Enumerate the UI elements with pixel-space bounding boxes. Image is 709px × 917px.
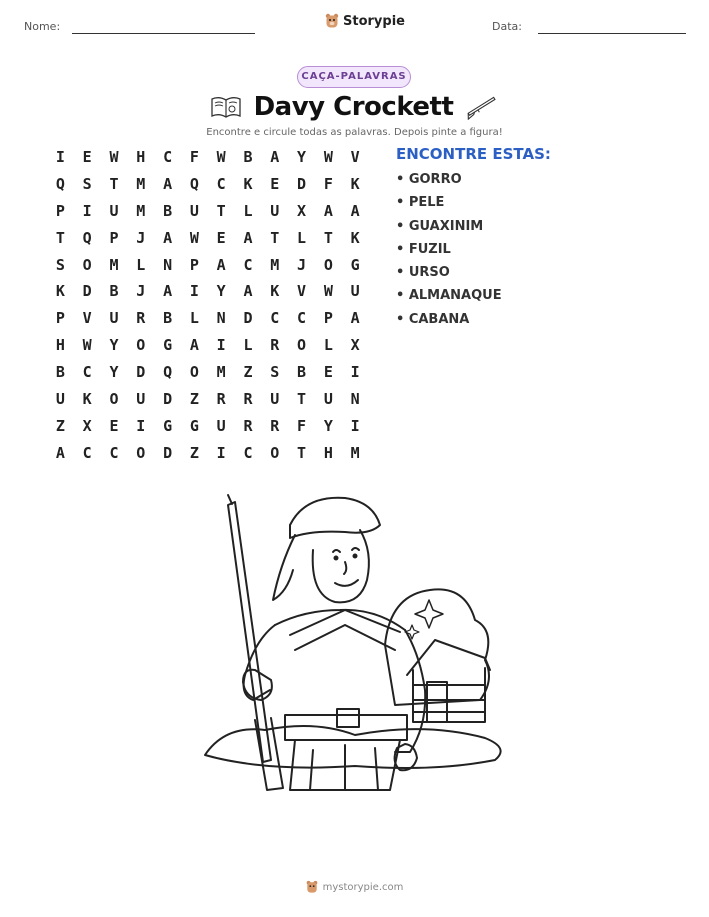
grid-letter: M bbox=[109, 255, 119, 274]
grid-letter: T bbox=[109, 174, 119, 193]
grid-letter: J bbox=[136, 282, 146, 301]
word-item: • GORRO bbox=[396, 172, 462, 187]
grid-letter: P bbox=[55, 309, 65, 328]
grid-letter: J bbox=[136, 228, 146, 247]
grid-letter: U bbox=[55, 390, 65, 409]
grid-letter: R bbox=[270, 416, 280, 435]
grid-letter: E bbox=[270, 174, 280, 193]
word-search-grid bbox=[47, 147, 369, 470]
grid-letter: V bbox=[350, 148, 360, 166]
grid-letter: P bbox=[189, 255, 199, 274]
grid-letter: X bbox=[297, 201, 307, 220]
grid-letter: I bbox=[55, 148, 65, 166]
grid-letter: G bbox=[163, 336, 173, 355]
grid-letter: C bbox=[163, 148, 173, 166]
grid-letter: V bbox=[82, 309, 92, 328]
grid-letter: Y bbox=[323, 416, 333, 435]
grid-letter: E bbox=[82, 148, 92, 166]
grid-letter: U bbox=[270, 390, 280, 409]
grid-letter: R bbox=[136, 309, 146, 328]
grid-letter: Y bbox=[216, 282, 226, 301]
grid-letter: W bbox=[216, 148, 226, 166]
instructions: Encontre e circule todas as palavras. Depois pinte a figura! bbox=[206, 127, 503, 138]
grid-letter: B bbox=[163, 201, 173, 220]
grid-letter: O bbox=[323, 255, 333, 274]
grid-letter: D bbox=[82, 282, 92, 301]
grid-letter: L bbox=[243, 201, 253, 220]
grid-letter: G bbox=[163, 416, 173, 435]
grid-letter: F bbox=[323, 174, 333, 193]
grid-letter: C bbox=[82, 363, 92, 382]
grid-row bbox=[47, 255, 369, 282]
grid-letter: F bbox=[189, 148, 199, 166]
grid-letter: C bbox=[109, 443, 119, 462]
grid-letter: I bbox=[189, 282, 199, 301]
word-item: • GUAXINIM bbox=[396, 218, 484, 234]
grid-letter: A bbox=[163, 228, 173, 247]
grid-letter: L bbox=[323, 336, 333, 355]
grid-letter: M bbox=[136, 201, 146, 220]
grid-letter: D bbox=[163, 390, 173, 409]
grid-letter: F bbox=[297, 416, 307, 435]
grid-letter: W bbox=[323, 282, 333, 301]
grid-letter: A bbox=[55, 443, 65, 462]
grid-letter: C bbox=[270, 309, 280, 328]
grid-letter: P bbox=[323, 309, 333, 328]
grid-letter: Z bbox=[189, 390, 199, 409]
grid-letter: U bbox=[109, 201, 119, 220]
grid-letter: U bbox=[216, 416, 226, 435]
title-row bbox=[0, 92, 709, 122]
grid-letter: C bbox=[216, 174, 226, 193]
word-item: • PELE bbox=[396, 195, 445, 211]
grid-letter: Y bbox=[109, 363, 119, 382]
grid-letter: M bbox=[216, 363, 226, 382]
storypie-logo-icon bbox=[306, 880, 318, 894]
grid-row bbox=[47, 308, 369, 335]
grid-letter: I bbox=[216, 443, 226, 462]
grid-letter: E bbox=[216, 228, 226, 247]
grid-letter: D bbox=[297, 174, 307, 193]
footer bbox=[0, 880, 709, 894]
grid-letter: Y bbox=[297, 148, 307, 166]
grid-letter: D bbox=[136, 363, 146, 382]
grid-letter: N bbox=[350, 390, 360, 409]
grid-letter: E bbox=[323, 363, 333, 382]
grid-letter: K bbox=[243, 174, 253, 193]
name-label: Nome: bbox=[24, 20, 61, 33]
grid-letter: U bbox=[270, 201, 280, 220]
grid-letter: S bbox=[55, 255, 65, 274]
grid-row bbox=[47, 281, 369, 308]
grid-letter: Z bbox=[189, 443, 199, 462]
grid-letter: D bbox=[163, 443, 173, 462]
grid-letter: S bbox=[270, 363, 280, 382]
rifle-icon bbox=[465, 94, 499, 120]
grid-letter: U bbox=[109, 309, 119, 328]
grid-letter: P bbox=[55, 201, 65, 220]
grid-letter: G bbox=[189, 416, 199, 435]
grid-letter: A bbox=[323, 201, 333, 220]
grid-letter: T bbox=[297, 443, 307, 462]
grid-letter: I bbox=[350, 416, 360, 435]
grid-letter: U bbox=[189, 201, 199, 220]
word-list bbox=[396, 172, 502, 335]
grid-letter: U bbox=[350, 282, 360, 301]
grid-letter: H bbox=[136, 148, 146, 166]
grid-row bbox=[47, 389, 369, 416]
grid-letter: K bbox=[270, 282, 280, 301]
grid-letter: A bbox=[243, 228, 253, 247]
storypie-logo-icon bbox=[325, 13, 339, 29]
grid-row bbox=[47, 416, 369, 443]
grid-row bbox=[47, 228, 369, 255]
grid-letter: A bbox=[243, 282, 253, 301]
date-line bbox=[538, 33, 686, 34]
grid-letter: R bbox=[243, 416, 253, 435]
grid-letter: N bbox=[163, 255, 173, 274]
grid-letter: L bbox=[243, 336, 253, 355]
word-list-title: ENCONTRE ESTAS: bbox=[396, 145, 551, 163]
grid-letter: C bbox=[243, 255, 253, 274]
open-book-icon bbox=[210, 95, 242, 119]
grid-letter: A bbox=[189, 336, 199, 355]
grid-letter: T bbox=[270, 228, 280, 247]
grid-letter: H bbox=[55, 336, 65, 355]
grid-letter: B bbox=[109, 282, 119, 301]
grid-letter: L bbox=[297, 228, 307, 247]
grid-letter: C bbox=[82, 443, 92, 462]
grid-letter: A bbox=[270, 148, 280, 166]
grid-letter: W bbox=[109, 148, 119, 166]
grid-letter: V bbox=[297, 282, 307, 301]
grid-letter: Q bbox=[163, 363, 173, 382]
worksheet-type-badge: CAÇA-PALAVRAS bbox=[297, 66, 411, 88]
name-line bbox=[72, 33, 255, 34]
grid-letter: I bbox=[82, 201, 92, 220]
grid-letter: K bbox=[55, 282, 65, 301]
grid-letter: O bbox=[297, 336, 307, 355]
grid-letter: H bbox=[323, 443, 333, 462]
grid-letter: S bbox=[82, 174, 92, 193]
grid-letter: W bbox=[189, 228, 199, 247]
grid-letter: E bbox=[109, 416, 119, 435]
word-item: • CABANA bbox=[396, 311, 470, 327]
brand-name: Storypie bbox=[343, 13, 405, 29]
grid-letter: A bbox=[216, 255, 226, 274]
grid-letter: K bbox=[350, 228, 360, 247]
grid-letter: M bbox=[136, 174, 146, 193]
grid-letter: C bbox=[297, 309, 307, 328]
grid-letter: T bbox=[297, 390, 307, 409]
grid-letter: B bbox=[297, 363, 307, 382]
grid-letter: A bbox=[350, 201, 360, 220]
grid-row bbox=[47, 201, 369, 228]
word-item: • FUZIL bbox=[396, 241, 451, 257]
grid-letter: M bbox=[270, 255, 280, 274]
grid-letter: O bbox=[82, 255, 92, 274]
grid-letter: U bbox=[323, 390, 333, 409]
grid-letter: A bbox=[350, 309, 360, 328]
grid-letter: T bbox=[55, 228, 65, 247]
grid-letter: I bbox=[136, 416, 146, 435]
grid-row bbox=[47, 335, 369, 362]
grid-letter: X bbox=[82, 416, 92, 435]
grid-letter: O bbox=[136, 336, 146, 355]
grid-letter: G bbox=[350, 255, 360, 274]
grid-letter: O bbox=[270, 443, 280, 462]
grid-letter: Q bbox=[189, 174, 199, 193]
grid-letter: Y bbox=[109, 336, 119, 355]
grid-letter: W bbox=[82, 336, 92, 355]
grid-letter: P bbox=[109, 228, 119, 247]
grid-letter: T bbox=[323, 228, 333, 247]
grid-letter: B bbox=[55, 363, 65, 382]
footer-url: mystorypie.com bbox=[322, 881, 404, 893]
grid-letter: K bbox=[350, 174, 360, 193]
grid-letter: W bbox=[323, 148, 333, 166]
grid-letter: O bbox=[109, 390, 119, 409]
grid-letter: Q bbox=[82, 228, 92, 247]
brand bbox=[325, 13, 405, 29]
grid-letter: O bbox=[136, 443, 146, 462]
grid-letter: U bbox=[136, 390, 146, 409]
grid-letter: J bbox=[297, 255, 307, 274]
grid-letter: B bbox=[163, 309, 173, 328]
grid-letter: L bbox=[189, 309, 199, 328]
grid-letter: M bbox=[350, 443, 360, 462]
grid-letter: I bbox=[350, 363, 360, 382]
word-item: • ALMANAQUE bbox=[396, 288, 502, 304]
grid-letter: A bbox=[163, 174, 173, 193]
grid-letter: C bbox=[243, 443, 253, 462]
grid-letter: Z bbox=[243, 363, 253, 382]
grid-letter: N bbox=[216, 309, 226, 328]
grid-letter: B bbox=[243, 148, 253, 166]
grid-letter: K bbox=[82, 390, 92, 409]
grid-letter: R bbox=[216, 390, 226, 409]
grid-letter: R bbox=[243, 390, 253, 409]
grid-letter: Q bbox=[55, 174, 65, 193]
grid-row bbox=[47, 362, 369, 389]
grid-row bbox=[47, 174, 369, 201]
grid-row bbox=[47, 443, 369, 470]
grid-letter: T bbox=[216, 201, 226, 220]
grid-letter: L bbox=[136, 255, 146, 274]
page-title: Davy Crockett bbox=[253, 92, 454, 122]
date-label: Data: bbox=[492, 20, 522, 33]
grid-letter: I bbox=[216, 336, 226, 355]
grid-letter: R bbox=[270, 336, 280, 355]
grid-letter: O bbox=[189, 363, 199, 382]
grid-letter: A bbox=[163, 282, 173, 301]
word-item: • URSO bbox=[396, 265, 450, 281]
davy-crockett-illustration bbox=[195, 490, 515, 820]
grid-row bbox=[47, 147, 369, 174]
grid-letter: X bbox=[350, 336, 360, 355]
grid-letter: Z bbox=[55, 416, 65, 435]
grid-letter: D bbox=[243, 309, 253, 328]
